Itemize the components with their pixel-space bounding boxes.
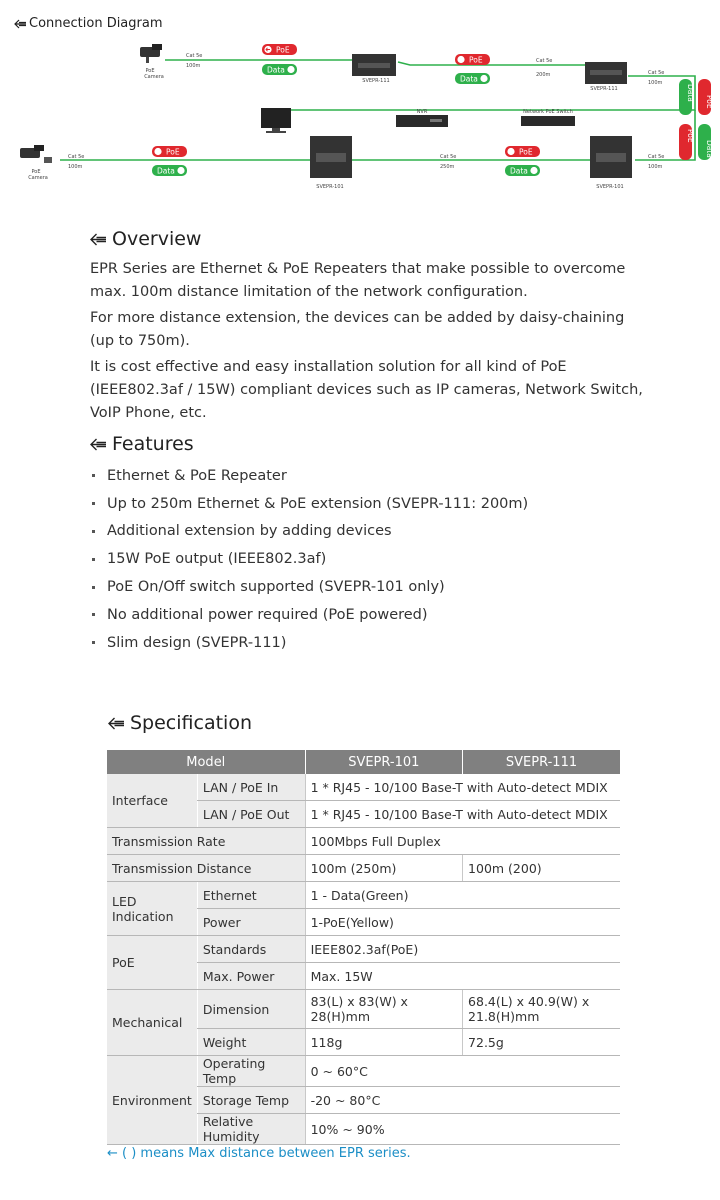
table-row bbox=[107, 936, 620, 963]
distance-label: 100m bbox=[186, 63, 201, 69]
cell-value: IEEE802.3af(PoE) bbox=[305, 936, 620, 963]
cell-value: Max. 15W bbox=[305, 963, 620, 990]
poe-camera-icon bbox=[20, 145, 52, 163]
table-row bbox=[107, 774, 620, 801]
distance-label: 200m bbox=[536, 72, 551, 78]
footnote: ← ( ) means Max distance between EPR series. bbox=[107, 1146, 411, 1161]
row-label: LAN / PoE In bbox=[197, 774, 305, 801]
data-badge bbox=[505, 165, 540, 176]
list-item bbox=[90, 629, 528, 657]
poe-badge-label: PoE bbox=[519, 147, 533, 157]
cell-value: 118g bbox=[305, 1029, 462, 1056]
dim-111-line-1: 68.4(L) x 40.9(W) x bbox=[468, 994, 590, 1009]
poe-badge bbox=[505, 146, 540, 157]
row-group-label: PoE bbox=[107, 936, 197, 990]
network-switch-icon bbox=[521, 116, 575, 126]
data-badge-label: Data bbox=[460, 74, 478, 84]
repeater-device-icon bbox=[352, 54, 396, 76]
feature-text: 15W PoE output (IEEE802.3af) bbox=[107, 551, 327, 568]
connection-diagram bbox=[0, 0, 720, 210]
nvr-label: NVR bbox=[416, 109, 428, 115]
list-item bbox=[90, 573, 528, 601]
bullet-icon bbox=[92, 502, 95, 505]
device-label: SVEPR-101 bbox=[596, 184, 624, 190]
cell-value: 100m (200) bbox=[463, 855, 620, 882]
table-row bbox=[107, 990, 620, 1029]
overview-title: Overview bbox=[112, 228, 202, 250]
bullet-icon bbox=[92, 530, 95, 533]
header-svepr-111: SVEPR-111 bbox=[463, 750, 620, 774]
header-model: Model bbox=[107, 750, 305, 774]
overview-paragraph: It is cost effective and easy installation solution for all kind of PoE (IEEE802.3af / 15W) compliant devices such as IP cameras, Network Switch, VoIP Phone, etc. bbox=[90, 359, 643, 421]
overview-paragraph: EPR Series are Ethernet & PoE Repeaters that make possible to overcome max. 100m distance limitation of the network configuration. bbox=[90, 261, 626, 300]
bullet-icon bbox=[92, 613, 95, 616]
device-label: SVEPR-111 bbox=[590, 86, 618, 92]
cell-value: 10% ~ 90% bbox=[305, 1114, 620, 1145]
bullet-icon bbox=[92, 586, 95, 589]
feature-text: Additional extension by adding devices bbox=[107, 523, 392, 540]
cell-value: 72.5g bbox=[463, 1029, 620, 1056]
row-label: Storage Temp bbox=[197, 1087, 305, 1114]
arrow-left-icon bbox=[108, 717, 125, 730]
row-group-label: Environment bbox=[107, 1056, 197, 1145]
cable-label: Cat 5e bbox=[648, 154, 665, 160]
features-list bbox=[90, 462, 528, 657]
features-heading bbox=[90, 433, 194, 455]
row-label: Max. Power bbox=[197, 963, 305, 990]
data-badge-label: Data bbox=[267, 65, 285, 75]
feature-text: Ethernet & PoE Repeater bbox=[107, 467, 287, 484]
cell-value: 100Mbps Full Duplex bbox=[305, 828, 620, 855]
cable-label: Cat 5e bbox=[536, 58, 553, 64]
cell-value: 100m (250m) bbox=[305, 855, 462, 882]
cell-value bbox=[463, 990, 620, 1029]
table-row bbox=[107, 882, 620, 909]
data-badge-label: Data bbox=[686, 84, 695, 102]
overview-paragraph: For more distance extension, the devices can be added by daisy-chaining (up to 750m). bbox=[90, 310, 625, 349]
camera-label-1: PoE bbox=[31, 169, 41, 175]
cell-value: 1 * RJ45 - 10/100 Base-T with Auto-detect MDIX bbox=[305, 801, 620, 828]
repeater-device-icon bbox=[590, 136, 632, 178]
row-group-label: Mechanical bbox=[107, 990, 197, 1056]
row-group-label: Interface bbox=[107, 774, 197, 828]
repeater-device-icon bbox=[310, 136, 352, 178]
feature-text: No additional power required (PoE powered) bbox=[107, 606, 428, 623]
row-label: Standards bbox=[197, 936, 305, 963]
bullet-icon bbox=[92, 558, 95, 561]
row-label: Operating Temp bbox=[197, 1056, 305, 1087]
device-label: SVEPR-101 bbox=[316, 184, 344, 190]
list-item bbox=[90, 518, 528, 546]
arrow-left-icon bbox=[90, 233, 107, 246]
poe-badge-label: PoE bbox=[686, 129, 695, 143]
nvr-icon bbox=[396, 115, 448, 127]
poe-badge-label: PoE bbox=[166, 147, 180, 157]
cell-value: 1 * RJ45 - 10/100 Base-T with Auto-detect MDIX bbox=[305, 774, 620, 801]
diagram-title: Connection Diagram bbox=[29, 16, 163, 31]
specification-table bbox=[107, 750, 620, 1145]
led-label-line-1: LED bbox=[112, 893, 137, 909]
distance-label: 100m bbox=[68, 164, 83, 170]
poe-badge bbox=[698, 79, 714, 115]
overview-heading bbox=[90, 228, 201, 250]
camera-label-2: Camera bbox=[28, 175, 48, 181]
data-badge-label: Data bbox=[157, 166, 175, 176]
arrow-left-icon bbox=[90, 438, 107, 451]
led-label-line-2: Indication bbox=[112, 908, 174, 924]
camera-label-2: Camera bbox=[144, 74, 164, 80]
row-label: Power bbox=[197, 909, 305, 936]
table-row bbox=[107, 855, 620, 882]
list-item bbox=[90, 601, 528, 629]
specification-heading bbox=[108, 712, 252, 734]
cell-value: 0 ~ 60°C bbox=[305, 1056, 620, 1087]
poe-badge-label: PoE bbox=[469, 55, 483, 65]
poe-badge-label: PoE bbox=[705, 95, 714, 109]
features-title: Features bbox=[112, 433, 194, 455]
dim-101-line-2: 28(H)mm bbox=[310, 1009, 371, 1024]
list-item bbox=[90, 545, 528, 573]
bullet-icon bbox=[92, 474, 95, 477]
cell-value bbox=[305, 990, 462, 1029]
row-label: Transmission Distance bbox=[107, 855, 305, 882]
camera-label-1: PoE bbox=[145, 68, 155, 74]
dim-111-line-2: 21.8(H)mm bbox=[468, 1009, 540, 1024]
switch-label: Network PoE Switch bbox=[523, 109, 573, 115]
list-item bbox=[90, 490, 528, 518]
poe-camera-icon bbox=[140, 44, 162, 63]
table-row bbox=[107, 828, 620, 855]
feature-text: PoE On/Off switch supported (SVEPR-101 only) bbox=[107, 579, 445, 596]
row-group-label bbox=[107, 882, 197, 936]
feature-text: Slim design (SVEPR-111) bbox=[107, 634, 287, 651]
row-label: Ethernet bbox=[197, 882, 305, 909]
data-badge bbox=[698, 124, 714, 160]
list-item bbox=[90, 462, 528, 490]
poe-badge bbox=[262, 44, 297, 55]
data-badge bbox=[262, 64, 297, 75]
device-label: SVEPR-111 bbox=[362, 78, 390, 84]
cell-value: 1-PoE(Yellow) bbox=[305, 909, 620, 936]
header-svepr-101: SVEPR-101 bbox=[305, 750, 462, 774]
cell-value: -20 ~ 80°C bbox=[305, 1087, 620, 1114]
feature-text: Up to 250m Ethernet & PoE extension (SVEPR-111: 200m) bbox=[107, 495, 529, 512]
bullet-icon bbox=[92, 641, 95, 644]
poe-badge-label: PoE bbox=[276, 45, 290, 55]
poe-badge bbox=[455, 54, 490, 65]
cable-label: Cat 5e bbox=[68, 154, 85, 160]
cable-label: Cat 5e bbox=[440, 154, 457, 160]
row-label: Relative Humidity bbox=[197, 1114, 305, 1145]
table-header-row bbox=[107, 750, 620, 774]
monitor-icon bbox=[261, 108, 291, 133]
row-label: Weight bbox=[197, 1029, 305, 1056]
cell-value: 1 - Data(Green) bbox=[305, 882, 620, 909]
specification-title: Specification bbox=[130, 712, 252, 734]
row-label: Dimension bbox=[197, 990, 305, 1029]
cable-label: Cat 5e bbox=[186, 53, 203, 59]
distance-label: 250m bbox=[440, 164, 455, 170]
data-badge-label: Data bbox=[510, 166, 528, 176]
row-label: Transmission Rate bbox=[107, 828, 305, 855]
distance-label: 100m bbox=[648, 80, 663, 86]
table-row bbox=[107, 1056, 620, 1087]
dim-101-line-1: 83(L) x 83(W) x bbox=[310, 994, 408, 1009]
cable-label: Cat 5e bbox=[648, 70, 665, 76]
distance-label: 100m bbox=[648, 164, 663, 170]
data-badge-label: Data bbox=[705, 140, 714, 158]
repeater-device-icon bbox=[585, 62, 627, 84]
data-badge bbox=[455, 73, 490, 84]
poe-badge bbox=[679, 124, 695, 160]
row-label: LAN / PoE Out bbox=[197, 801, 305, 828]
poe-badge bbox=[152, 146, 187, 157]
data-badge bbox=[152, 165, 187, 176]
